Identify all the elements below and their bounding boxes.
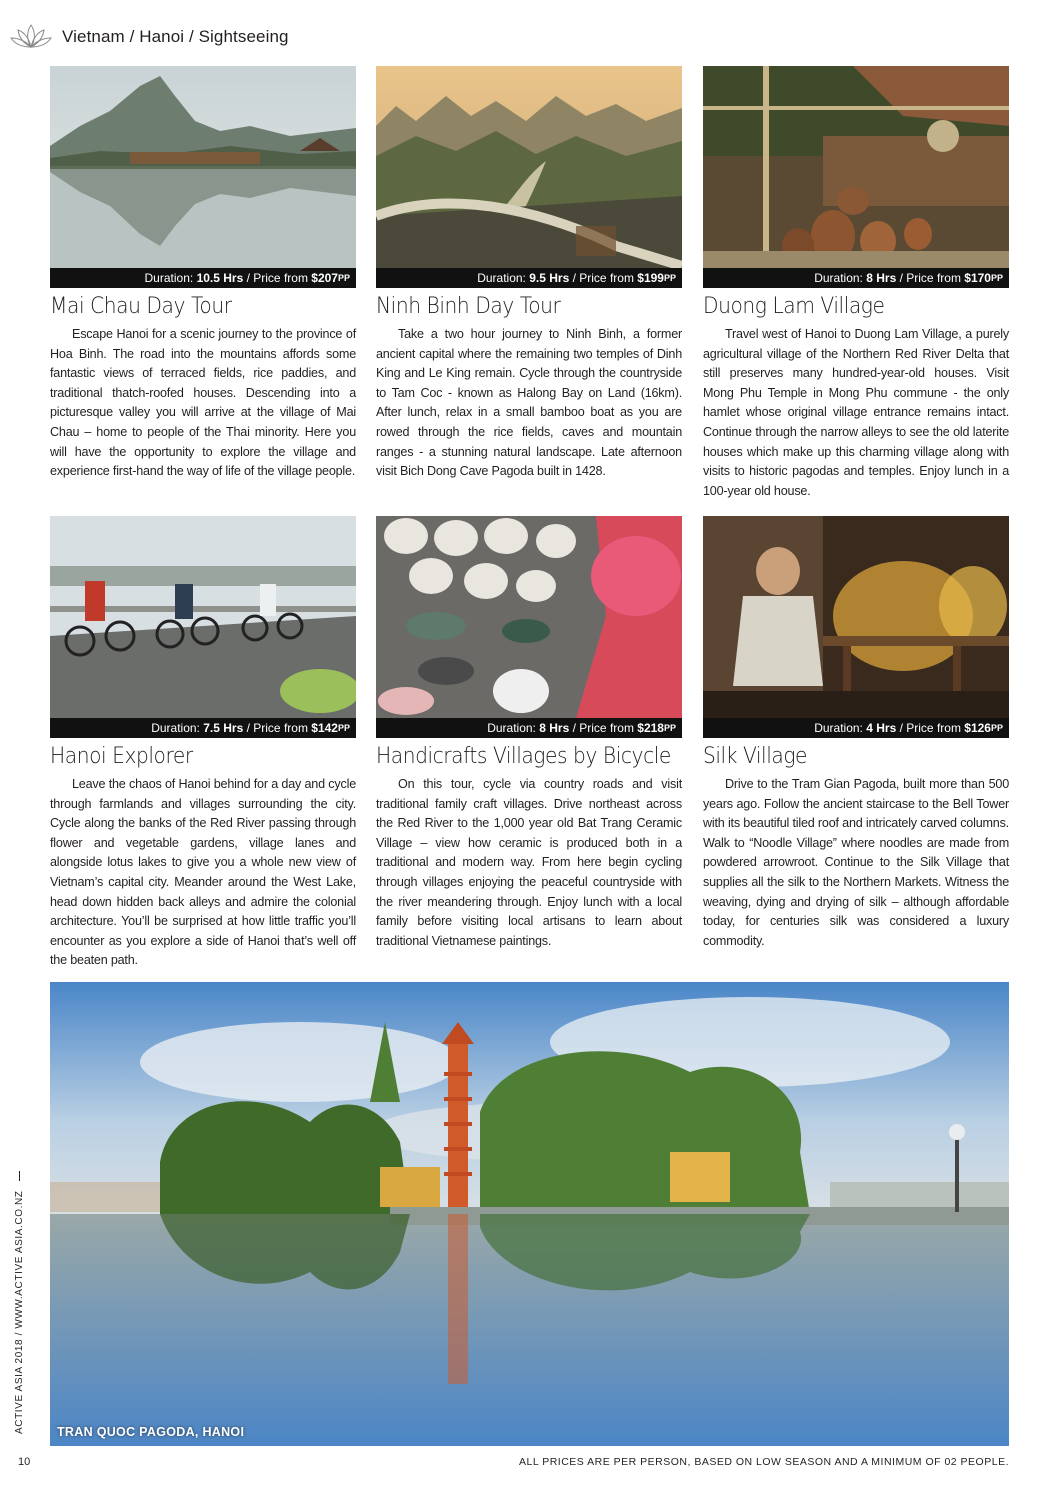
duration-value: 9.5 Hrs — [529, 271, 570, 285]
tour-description: On this tour, cycle via country roads and visit traditional family craft villages. Drive northeast across the Red River to the 1,000 year old Bat Trang Ceramic Village – view how ceramic is produced both in a traditional and modern way. From here begin cycling through villages enjoying the peaceful countryside with the river meandering through. Enjoy lunch with a local family before visiting local artisans to learn about traditional Vietnamese paintings. — [376, 777, 682, 948]
duration-label: Duration: — [477, 271, 526, 285]
tour-card-mai-chau — [50, 66, 356, 482]
tour-title: Duong Lam Village — [703, 294, 885, 319]
tour-card-handicrafts — [376, 516, 682, 951]
photo-caption: TRAN QUOC PAGODA, HANOI — [57, 1425, 245, 1439]
tour-title: Mai Chau Day Tour — [50, 294, 232, 319]
per-person-label: PP — [663, 723, 676, 733]
tour-card-hanoi-explorer — [50, 516, 356, 971]
tran-quoc-pagoda-photo — [50, 982, 1009, 1446]
side-publication-text: ACTIVE ASIA 2018 / WWW.ACTIVE ASIA.CO.NZ — [14, 1190, 25, 1434]
price-label: / Price from — [243, 721, 312, 735]
lotus-icon — [8, 21, 54, 53]
tour-info-bar — [50, 268, 356, 288]
tour-title: Ninh Binh Day Tour — [376, 294, 561, 319]
tour-photo-handicrafts — [376, 516, 682, 738]
tour-title: Handicrafts Villages by Bicycle — [376, 744, 671, 769]
price-label: / Price from — [896, 721, 965, 735]
price-value: $207 — [311, 271, 338, 285]
tour-card-silk-village — [703, 516, 1009, 951]
tour-info-bar — [50, 718, 356, 738]
duration-label: Duration: — [814, 721, 863, 735]
breadcrumb: Vietnam / Hanoi / Sightseeing — [62, 27, 289, 46]
duration-label: Duration: — [487, 721, 536, 735]
price-label: / Price from — [243, 271, 312, 285]
price-value: $126 — [964, 721, 991, 735]
price-value: $142 — [311, 721, 338, 735]
duration-value: 7.5 Hrs — [203, 721, 244, 735]
page-header — [8, 20, 289, 54]
tour-photo-hanoi-explorer — [50, 516, 356, 738]
tour-photo-silk-village — [703, 516, 1009, 738]
tour-description: Travel west of Hanoi to Duong Lam Village, a purely agricultural village of the Northern Red River Delta that still preserves many hundred-year-old houses. Visit Mong Phu Temple in Mong Phu commune - the only hamlet whose original village entrance remains intact. Continue through the narrow alleys to see the old laterite houses which make up this charming village along with visits to historic pagodas and temples. Enjoy lunch in a 100-year old house. — [703, 327, 1009, 498]
tour-description: Leave the chaos of Hanoi behind for a day and cycle through farmlands and villages surrounding the city. Cycle along the banks of the Red River passing through flower and vegetable gardens, village lanes and alongside lotus lakes to give you a whole new view of Vietnam’s capital city. Meander around the West Lake, head down hidden back alleys and admire the colonial architecture. You’ll be surprised at how little traffic you’ll encounter as you explore a side of Hanoi that’s well off the beaten path. — [50, 777, 356, 968]
duration-value: 10.5 Hrs — [196, 271, 244, 285]
per-person-label: PP — [337, 273, 350, 283]
duration-label: Duration: — [814, 271, 863, 285]
page-number: 10 — [18, 1456, 31, 1468]
duration-value: 8 Hrs — [539, 721, 570, 735]
tour-info-bar — [376, 718, 682, 738]
tour-photo-ninh-binh — [376, 66, 682, 288]
tour-photo-mai-chau — [50, 66, 356, 288]
tour-photo-duong-lam — [703, 66, 1009, 288]
per-person-label: PP — [990, 273, 1003, 283]
tour-info-bar — [376, 268, 682, 288]
tour-title: Hanoi Explorer — [50, 744, 193, 769]
price-label: / Price from — [896, 271, 965, 285]
duration-label: Duration: — [151, 721, 200, 735]
footer-note: ALL PRICES ARE PER PERSON, BASED ON LOW SEASON AND A MINIMUM OF 02 PEOPLE. — [519, 1456, 1009, 1468]
duration-value: 4 Hrs — [866, 721, 897, 735]
tour-title: Silk Village — [703, 744, 808, 769]
per-person-label: PP — [337, 723, 350, 733]
price-value: $218 — [637, 721, 664, 735]
price-label: / Price from — [569, 721, 638, 735]
duration-value: 8 Hrs — [866, 271, 897, 285]
side-rule — [19, 1171, 20, 1181]
duration-label: Duration: — [144, 271, 194, 285]
price-label: / Price from — [569, 271, 638, 285]
price-value: $170 — [964, 271, 991, 285]
tour-description: Take a two hour journey to Ninh Binh, a former ancient capital where the remaining two temples of Dinh King and Le King remain. Cycle through the countryside to Tam Coc - known as Halong Bay on Land (16km). After lunch, relax in a small bamboo boat as you are rowed through the rice fields, caves and mountain ranges - a stunning natural landscape. Late afternoon visit Bich Dong Cave Pagoda built in 1428. — [376, 327, 682, 479]
tour-card-duong-lam — [703, 66, 1009, 501]
tour-card-ninh-binh — [376, 66, 682, 482]
per-person-label: PP — [990, 723, 1003, 733]
tour-info-bar — [703, 268, 1009, 288]
tour-description: Escape Hanoi for a scenic journey to the province of Hoa Binh. The road into the mountains affords some fantastic views of terraced fields, rice paddies, and traditional thatch-roofed houses. Descending into a picturesque valley you will arrive at the village of Mai Chau – home to people of the Thai minority. Here you will have the opportunity to explore the village and experience first-hand the way of life of the village people. — [50, 327, 356, 479]
price-value: $199 — [637, 271, 664, 285]
tour-description: Drive to the Tram Gian Pagoda, built more than 500 years ago. Follow the ancient staircase to the Bell Tower with its beautiful tiled roof and intricately carved columns. Walk to “Noodle Village” where noodles are made from powdered arrowroot. Continue to the Silk Village that supplies all the silk to the Northern Markets. Witness the weaving, dying and drying of silk – although affordable today, for centuries silk was considered a luxury commodity. — [703, 777, 1009, 948]
per-person-label: PP — [663, 273, 676, 283]
tour-info-bar — [703, 718, 1009, 738]
